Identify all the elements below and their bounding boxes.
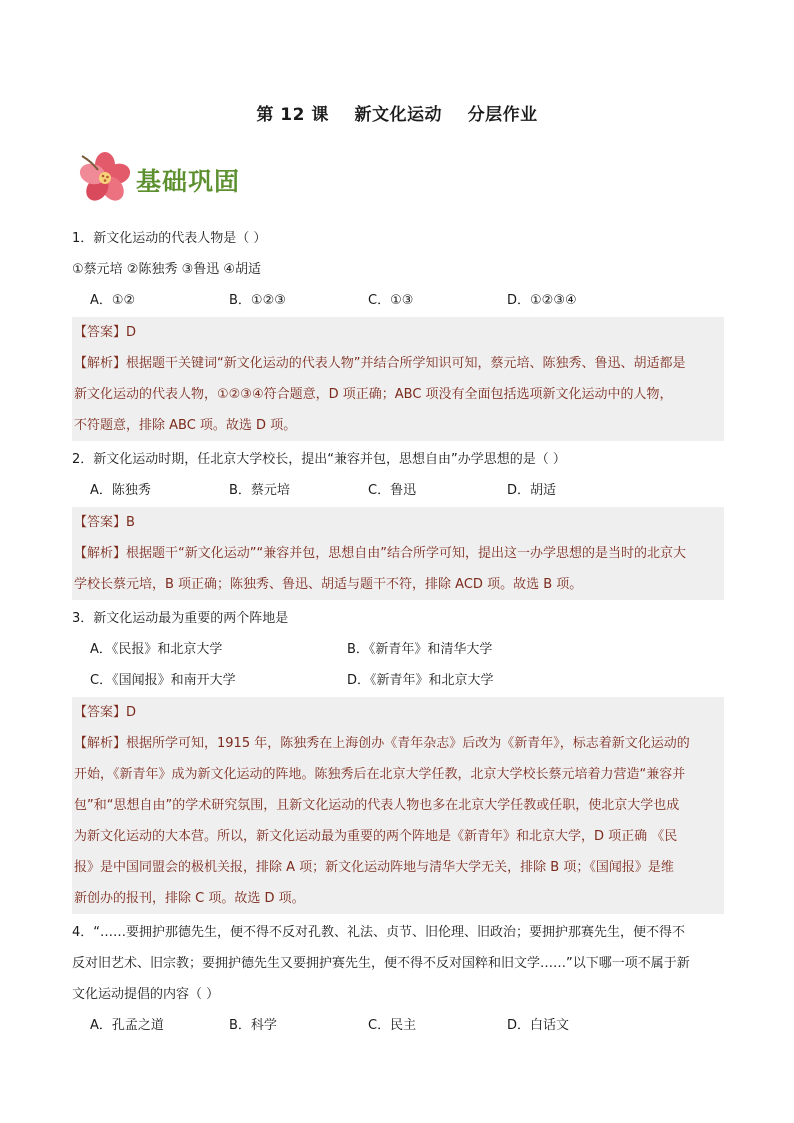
flower-icon <box>78 150 136 206</box>
analysis-line: 新文化运动的代表人物，①②③④符合题意，D 项正确；ABC 项没有全面包括选项新文化运动中的人物， <box>74 387 673 402</box>
analysis-line: 【解析】根据所学可知，1915 年，陈独秀在上海创办《青年杂志》后改为《新青年》，标志着新文化运动的 <box>74 736 690 751</box>
option-d: D．①②③④ <box>507 293 577 308</box>
analysis-line: 为新文化运动的大本营。所以，新文化运动最为重要的两个阵地是《新青年》和北京大学，D 项正确 《民 <box>74 829 678 844</box>
question-stem: 1．新文化运动的代表人物是（ ） <box>72 231 267 246</box>
analysis-line: 包”和“思想自由”的学术研究氛围，且新文化运动的代表人物也多在北京大学任教或任职，使北京大学也成 <box>74 798 680 813</box>
answer-box <box>72 317 724 441</box>
analysis-line: 【解析】根据题干“新文化运动”“兼容并包，思想自由”结合所学可知，提出这一办学思想的是当时的北京大 <box>74 546 686 561</box>
answer-box <box>72 507 724 600</box>
page-title: 第 12 课 新文化运动 分层作业 <box>256 105 538 125</box>
option-c: C．民主 <box>368 1018 417 1033</box>
section-heading-text: 基础巩固 <box>136 167 241 196</box>
option-b: B．科学 <box>229 1018 277 1033</box>
analysis-line: 新创办的报刊，排除 C 项。故选 D 项。 <box>74 891 305 906</box>
analysis-line: 学校长蔡元培，B 项正确；陈独秀、鲁迅、胡适与题干不符，排除 ACD 项。故选 B 项。 <box>74 577 583 592</box>
option-d: D．胡适 <box>507 483 557 498</box>
option-a: A．《民报》和北京大学 <box>90 642 223 657</box>
question-3 <box>72 603 724 914</box>
analysis-line: 开始，《新青年》成为新文化运动的阵地。陈独秀后在北京大学任教，北京大学校长蔡元培着力营造“兼容并 <box>74 767 686 782</box>
question-1 <box>72 223 724 441</box>
option-b: B．蔡元培 <box>229 483 290 498</box>
question-2 <box>72 444 724 600</box>
option-a: A．陈独秀 <box>90 483 151 498</box>
answer: 【答案】D <box>74 705 137 720</box>
answer: 【答案】B <box>74 515 135 530</box>
option-c: C．鲁迅 <box>368 483 417 498</box>
question-stem: 4．“……要拥护那德先生，便不得不反对孔教、礼法、贞节、旧伦理、旧政治；要拥护那赛先生，便不得不 <box>72 925 686 940</box>
question-stem: 反对旧艺术、旧宗教；要拥护德先生又要拥护赛先生，便不得不反对国粹和旧文学……”以下哪一项不属于新 <box>72 956 690 971</box>
analysis-line: 报》是中国同盟会的极机关报，排除 A 项；新文化运动阵地与清华大学无关，排除 B 项；《国闻报》是维 <box>74 860 674 875</box>
section-heading <box>78 150 278 206</box>
analysis-line: 【解析】根据题干关键词“新文化运动的代表人物”并结合所学知识可知，蔡元培、陈独秀、鲁迅、胡适都是 <box>74 356 686 371</box>
option-row <box>72 665 724 696</box>
option-b: B．《新青年》和清华大学 <box>347 642 493 657</box>
analysis-line: 不符题意，排除 ABC 项。故选 D 项。 <box>74 418 297 433</box>
option-d: D．白话文 <box>507 1018 570 1033</box>
answer-box <box>72 697 724 914</box>
option-row <box>72 634 724 665</box>
question-4 <box>72 917 724 1041</box>
question-list <box>72 223 724 1041</box>
question-sub: ①蔡元培 ②陈独秀 ③鲁迅 ④胡适 <box>72 262 262 277</box>
option-c: C．《国闻报》和南开大学 <box>90 673 236 688</box>
option-row <box>72 285 724 316</box>
option-a: A．①② <box>90 293 136 308</box>
answer: 【答案】D <box>74 325 137 340</box>
option-row <box>72 1010 724 1041</box>
option-b: B．①②③ <box>229 293 286 308</box>
option-c: C．①③ <box>368 293 414 308</box>
option-row <box>72 475 724 506</box>
question-stem: 文化运动提倡的内容（ ） <box>72 987 220 1002</box>
question-stem: 3．新文化运动最为重要的两个阵地是 <box>72 611 289 626</box>
question-stem: 2．新文化运动时期，任北京大学校长，提出“兼容并包，思想自由”办学思想的是（ ） <box>72 452 566 467</box>
option-a: A．孔孟之道 <box>90 1018 164 1033</box>
option-d: D．《新青年》和北京大学 <box>347 673 494 688</box>
